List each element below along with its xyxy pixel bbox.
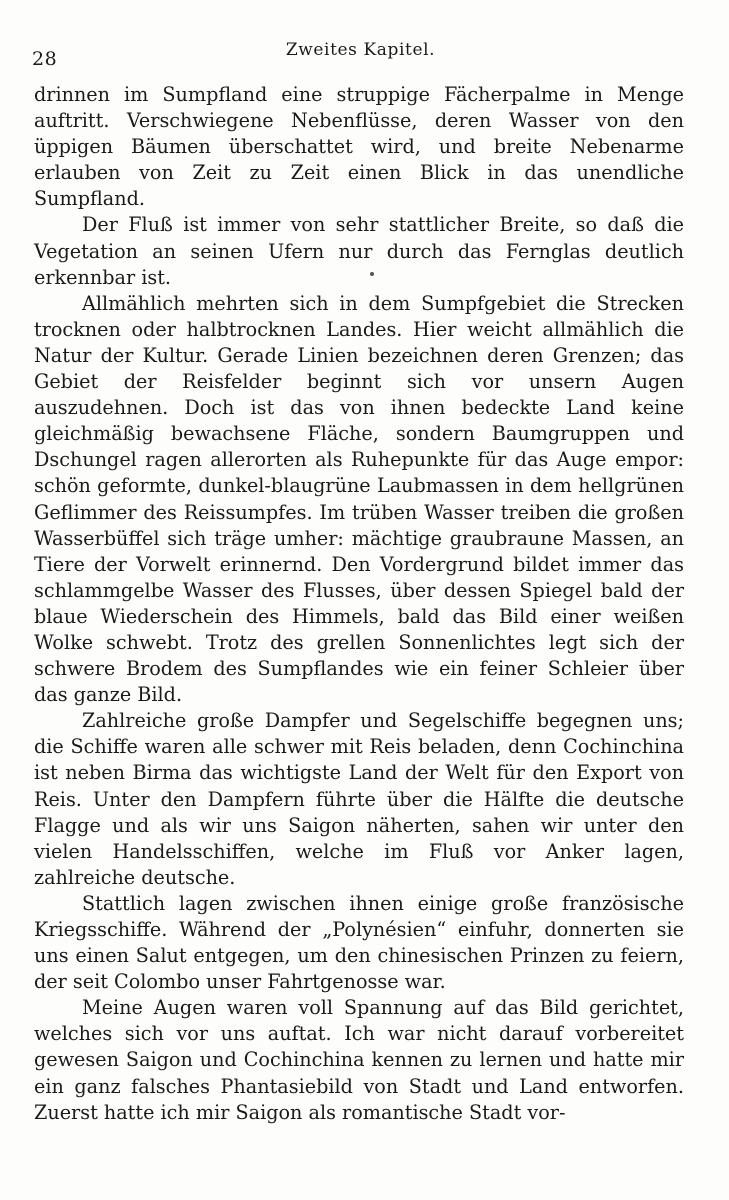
- chapter-title: Zweites Kapitel.: [285, 40, 436, 60]
- paragraph-4: Zahlreiche große Dampfer und Segelschiffe begegnen uns; die Schiffe waren alle schwer mit Reis beladen, denn Cochinchina ist neben Birma das wichtigste Land der Welt für den Export von Reis. Unter den Dampfern führte über die Hälfte die deutsche Flagge und als wir uns Saigon näherten, sahen wir unter den vielen Handelsschiffen, welche im Fluß vor Anker lagen, zahlreiche deutsche.: [34, 709, 684, 889]
- paragraph-6: Meine Augen waren voll Spannung auf das Bild gerichtet, welches sich vor uns auftat. Ich war nicht darauf vorbereitet gewesen Saigon und Cochinchina kennen zu lernen und hatte mir ein ganz falsches Phantasiebild von Stadt und Land entworfen. Zuerst hatte ich mir Saigon als romantische Stadt vor-: [34, 996, 684, 1124]
- ink-speck: [370, 272, 374, 276]
- page-number: 28: [32, 48, 58, 70]
- paragraph-2: Der Fluß ist immer von sehr stattlicher Breite, so daß die Vegetation an seinen Ufern nur durch das Fernglas deutlich erkennbar ist.: [34, 213, 684, 289]
- paragraph-3: Allmählich mehrten sich in dem Sumpfgebiet die Strecken trocknen oder halbtrocknen Landes. Hier weicht allmählich die Natur der Kultur. Gerade Linien bezeichnen deren Grenzen; das Gebiet der Reisfelder beginnt sich vor unsern Augen auszudehnen. Doch ist das von ihnen bedeckte Land keine gleichmäßig bewachsene Fläche, sondern Baumgruppen und Dschungel ragen allerorten als Ruhepunkte für das Auge empor: schön geformte, dunkel-blaugrüne Laubmassen in dem hellgrünen Geflimmer des Reissumpfes. Im trüben Wasser treiben die großen Wasserbüffel sich träge umher: mächtige graubraune Massen, an Tiere der Vorwelt erinnernd. Den Vordergrund bildet immer das schlammgelbe Wasser des Flusses, über dessen Spiegel bald der blaue Wiederschein des Himmels, bald das Bild einer weißen Wolke schwebt. Trotz des grellen Sonnenlichtes legt sich der schwere Brodem des Sumpflandes wie ein feiner Schleier über das ganze Bild.: [34, 291, 684, 707]
- paragraph-1: drinnen im Sumpfland eine struppige Fächerpalme in Menge auftritt. Verschwiegene Nebenflüsse, deren Wasser von den üppigen Bäumen überschattet wird, und breite Nebenarme erlauben von Zeit zu Zeit einen Blick in das unendliche Sumpfland.: [34, 83, 684, 211]
- running-head: [32, 40, 689, 70]
- paragraph-5: Stattlich lagen zwischen ihnen einige große französische Kriegsschiffe. Während der „Polynésien“ einfuhr, donnerten sie uns einen Salut entgegen, um den chinesischen Prinzen zu feiern, der seit Colombo unser Fahrtgenosse war.: [34, 891, 684, 994]
- body-text: [34, 82, 684, 1126]
